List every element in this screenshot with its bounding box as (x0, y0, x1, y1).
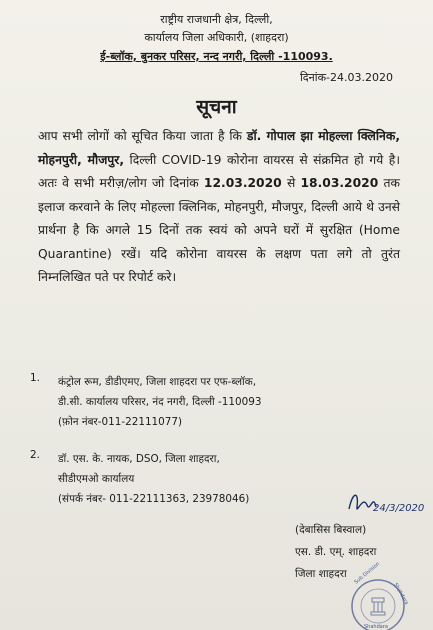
signatory-designation: एस. डी. एम्. शाहदरा (295, 546, 377, 558)
seal-text-bottom: Shahdara (364, 624, 388, 630)
notice-date: दिनांक-24.03.2020 (299, 71, 393, 84)
body-text-1: आप सभी लोगों को सूचित किया जाता है कि (38, 129, 243, 143)
header-line-address: ई-ब्लॉक, बुनकर परिसर, नन्द नगरी, दिल्ली -110093. (100, 50, 333, 63)
body-clinic-name: डॉ. गोपाल झा मोहल्ला क्लिनिक, मोहनपुरी, मौजपुर, (38, 129, 400, 167)
contact-phone: (फ़ोन नंबर-011-22111077) (58, 416, 183, 428)
contact-line: डॉ. एस. के. नायक, DSO, जिला शाहदरा, (58, 453, 220, 465)
body-text-2: दिल्ली COVID-19 कोरोना वायरस से संक्रमित हो गये है। अतः वे सभी मरीज़/लोग जो दिनांक (38, 152, 400, 190)
header-line-office: कार्यालय जिला अधिकारी, (शाहदरा) (144, 31, 289, 44)
signatory-name: (देबासिस बिस्वाल) (295, 524, 367, 536)
notice-body (38, 125, 400, 290)
body-start-date: 12.03.2020 (203, 176, 282, 190)
body-end-date: 18.03.2020 (300, 176, 379, 190)
signature-mark (345, 485, 425, 521)
body-text-4: तक इलाज करवाने के लिए मोहल्ला क्लिनिक, मोहनपुरी, मौजपुर, दिल्ली आये थे उनसे प्रार्थना है कि अगले 15 दिनों तक स्वयं को अपने घरों में सुरक्षित (Home Quarantine) रखें। यदि कोरोना वायरस के लक्षण पता लगे तो तुरंत निम्नलिखित पते पर रिपोर्ट करे। (38, 176, 400, 284)
body-text-3: से (286, 176, 296, 190)
contact-phone: (संपर्क नंबर- 011-22111363, 23978046) (58, 493, 250, 505)
contact-item (30, 372, 400, 432)
notice-title: सूचना (196, 96, 237, 118)
contact-line: डी.सी. कार्यालय परिसर, नंद नगरी, दिल्ली -110093 (58, 396, 262, 408)
signature-date: 24/3/2020 (373, 503, 425, 514)
signatory-district: जिला शाहदरा (295, 568, 347, 580)
seal-text-right: Shahdara (392, 582, 410, 606)
contact-line: कंट्रोल रूम, डीडीएमए, जिला शाहदरा पर एफ-ब्लॉक, (58, 376, 257, 388)
header-line-state: राष्ट्रीय राजधानी क्षेत्र, दिल्ली, (160, 13, 273, 26)
seal-text-top: Sub Division (353, 561, 381, 586)
contact-number: 1. (30, 372, 40, 384)
contact-line: सीडीएमओ कार्यालय (58, 473, 135, 485)
contact-number: 2. (30, 449, 40, 461)
official-seal-stamp (342, 561, 410, 630)
